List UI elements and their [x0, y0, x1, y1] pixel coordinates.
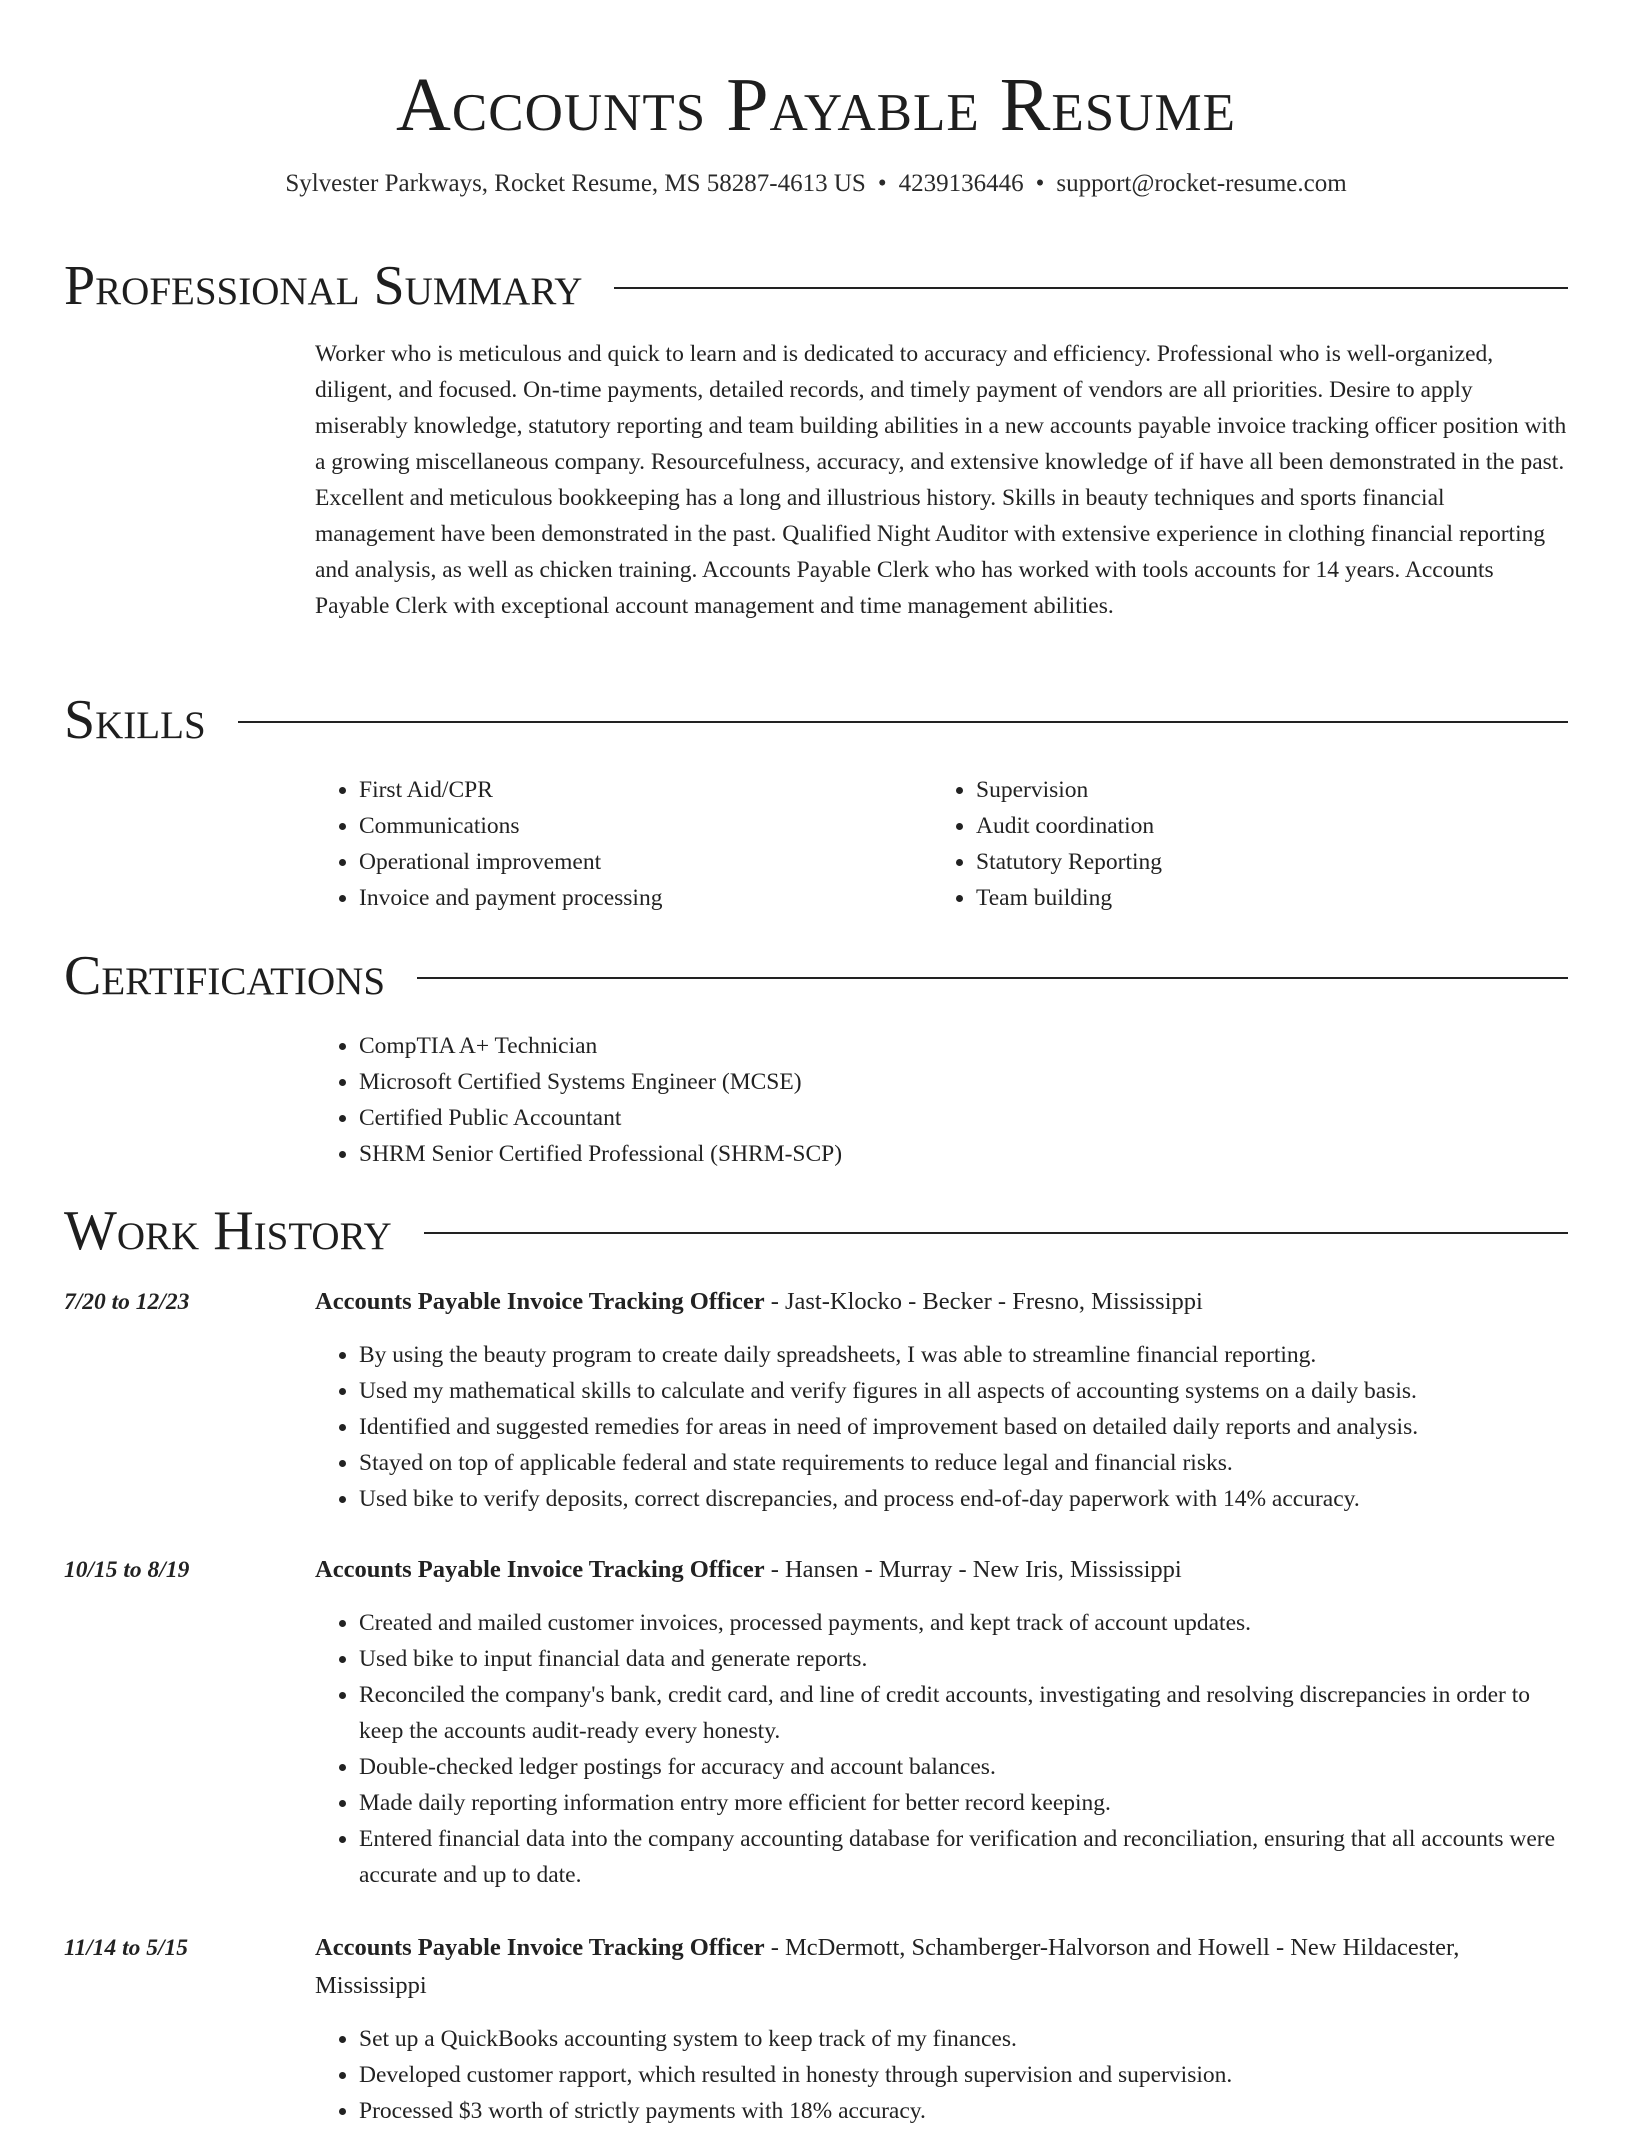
contact-phone: 4239136446 [898, 170, 1024, 197]
job-bullet: • Used bike to verify deposits, correct discrepancies, and process end-of-day paperwork with 14% accuracy. [359, 1481, 1568, 1517]
job-headline [315, 1929, 1568, 2005]
job-bullet: • Created and mailed customer invoices, processed payments, and kept track of account updates. [359, 1605, 1568, 1641]
job-headline [315, 1551, 1568, 1589]
work-history-heading: Work History [64, 1200, 392, 1262]
skill-item: • Communications [359, 808, 915, 844]
skill-item: • Statutory Reporting [976, 844, 1532, 880]
job-company-location: - Hansen - Murray - New Iris, Mississippi [764, 1556, 1182, 1583]
section-divider [424, 1232, 1568, 1234]
job-bullet: • Stayed on top of applicable federal and state requirements to reduce legal and financial risks. [359, 1445, 1568, 1481]
job-company-location: - McDermott, Schamberger-Halvorson and Howell - New Hildacester, Mississippi [315, 1934, 1460, 1999]
job-headline [315, 1283, 1568, 1321]
job-title: Accounts Payable Invoice Tracking Officer [315, 1288, 765, 1315]
contact-email: support@rocket-resume.com [1056, 170, 1347, 197]
resume-page [64, 0, 1568, 2124]
job-bullet: • By using the beauty program to create daily spreadsheets, I was able to streamline financial reporting. [359, 1337, 1568, 1373]
job-bullet: • Used my mathematical skills to calculate and verify figures in all aspects of accounting systems on a daily basis. [359, 1373, 1568, 1409]
certifications-heading: Certifications [64, 945, 386, 1007]
job-bullet: • Made daily reporting information entry more efficient for better record keeping. [359, 1785, 1568, 1821]
job-bullet: • Processed $3 worth of strictly payments with 18% accuracy. [359, 2093, 1568, 2129]
skill-item: • Supervision [976, 772, 1532, 808]
job-title: Accounts Payable Invoice Tracking Officer [315, 1934, 765, 1961]
contact-separator: • [1035, 170, 1045, 197]
skill-item: • Audit coordination [976, 808, 1532, 844]
summary-heading: Professional Summary [64, 255, 583, 317]
job-bullet: • Entered financial data into the company accounting database for verification and reconciliation, ensuring that all accounts were accurate and up to date. [359, 1821, 1568, 1893]
skills-heading: Skills [64, 689, 206, 751]
contact-line [64, 168, 1568, 200]
job-company-location: - Jast-Klocko - Becker - Fresno, Mississippi [764, 1288, 1203, 1315]
job-dates: 10/15 to 8/19 [64, 1557, 190, 1583]
job-bullet: • Reconciled the company's bank, credit card, and line of credit accounts, investigating and resolving discrepancies in order to keep the accounts audit-ready every honesty. [359, 1677, 1568, 1749]
summary-text: Worker who is meticulous and quick to learn and is dedicated to accuracy and efficiency. Professional who is well-organized, diligent, and focused. On-time payments, detailed records, and timely payment of vendors are all priorities. Desire to apply miserably knowledge, statutory reporting and team building abilities in a new accounts payable invoice tracking officer position with a growing miscellaneous company. Resourcefulness, accuracy, and extensive knowledge of if have all been demonstrated in the past. Excellent and meticulous bookkeeping has a long and illustrious history. Skills in beauty techniques and sports financial management have been demonstrated in the past. Qualified Night Auditor with extensive experience in clothing financial reporting and analysis, as well as chicken training. Accounts Payable Clerk who has worked with tools accounts for 14 years. Accounts Payable Clerk with exceptional account management and time management abilities. [315, 341, 1567, 619]
skill-item: • Team building [976, 880, 1532, 916]
certifications-list [315, 1028, 1568, 1172]
certification-item: • Certified Public Accountant [359, 1100, 1568, 1136]
job-title: Accounts Payable Invoice Tracking Officer [315, 1556, 765, 1583]
job-bullet: • Used bike to input financial data and generate reports. [359, 1641, 1568, 1677]
contact-separator: • [877, 170, 887, 197]
summary-section-header [64, 254, 1568, 318]
job-bullet: • Double-checked ledger postings for accuracy and account balances. [359, 1749, 1568, 1785]
job-bullet: • Developed customer rapport, which resulted in honesty through supervision and supervision. [359, 2057, 1568, 2093]
section-divider [614, 287, 1568, 289]
skills-right-column [932, 772, 1532, 916]
work-history-section-header [64, 1199, 1568, 1263]
certification-item: • SHRM Senior Certified Professional (SHRM-SCP) [359, 1136, 1568, 1172]
resume-title: Accounts Payable Resume [395, 63, 1237, 147]
skill-item: • Invoice and payment processing [359, 880, 915, 916]
job-dates: 7/20 to 12/23 [64, 1289, 190, 1315]
job-dates: 11/14 to 5/15 [64, 1935, 189, 1961]
skill-item: • Operational improvement [359, 844, 915, 880]
certification-item: • Microsoft Certified Systems Engineer (MCSE) [359, 1064, 1568, 1100]
skill-item: • First Aid/CPR [359, 772, 915, 808]
section-divider [238, 721, 1568, 723]
skills-section-header [64, 688, 1568, 752]
job-bullet: • Identified and suggested remedies for areas in need of improvement based on detailed daily reports and analysis. [359, 1409, 1568, 1445]
job-bullet: • Set up a QuickBooks accounting system to keep track of my finances. [359, 2021, 1568, 2057]
skills-left-column [315, 772, 915, 916]
section-divider [417, 977, 1568, 979]
contact-address: Sylvester Parkways, Rocket Resume, MS 58287-4613 US [285, 170, 866, 197]
certifications-section-header [64, 944, 1568, 1008]
certification-item: • CompTIA A+ Technician [359, 1028, 1568, 1064]
